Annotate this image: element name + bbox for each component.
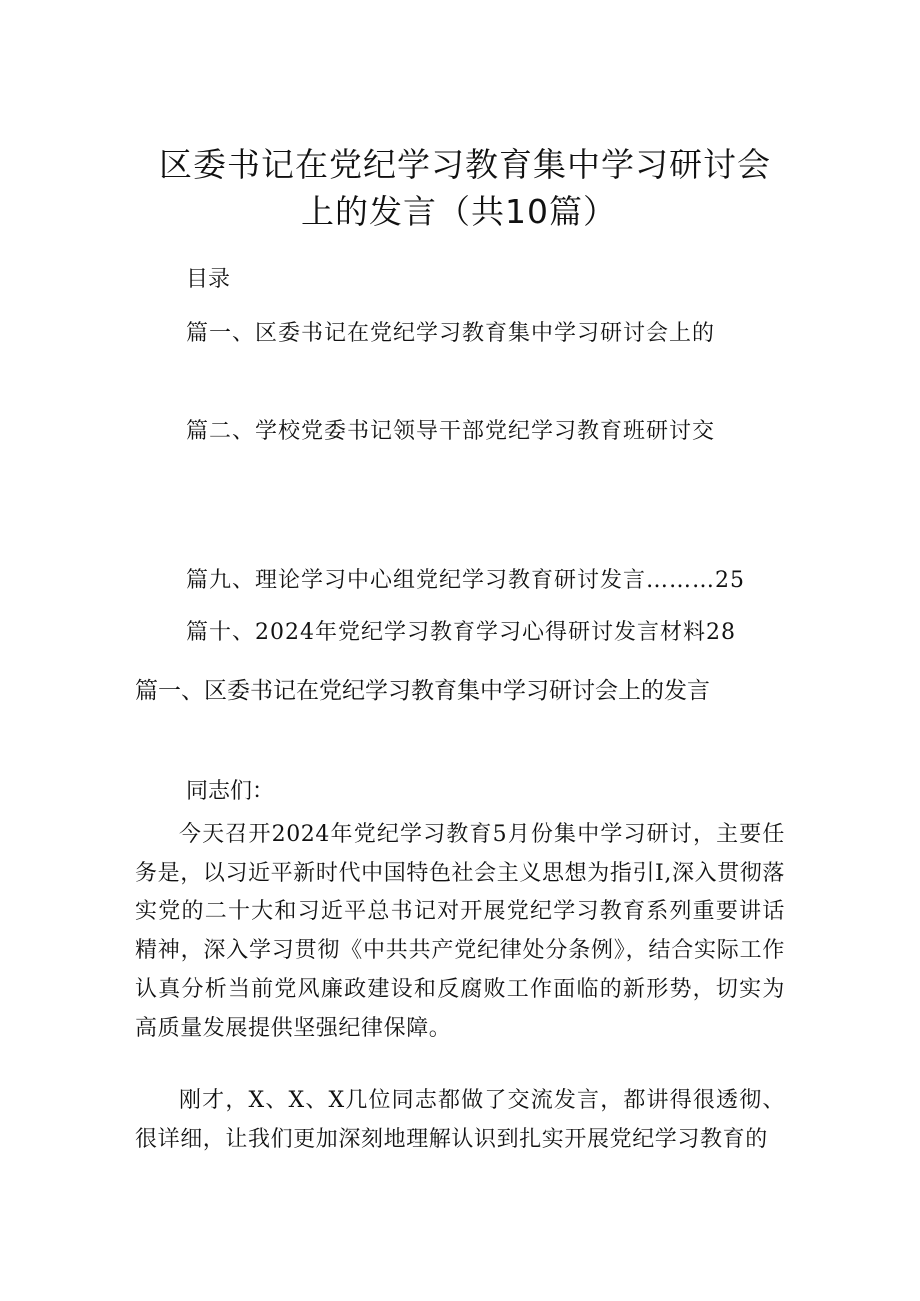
document-title-line-1: 区委书记在党纪学习教育集中学习研讨会 [159,145,771,184]
section-heading: 篇一、区委书记在党纪学习教育集中学习研讨会上的发言 [135,678,710,704]
body-paragraph: 刚才，X、X、X几位同志都做了交流发言，都讲得很透彻、很详细，让我们更加深刻地理解认识到扎实开展党纪学习教育的 [135,1088,785,1152]
toc-item[interactable]: 篇二、学校党委书记领导干部党纪学习教育班研讨交 [186,419,716,444]
body-paragraph: 今天召开2024年党纪学习教育5月份集中学习研讨，主要任务是，以习近平新时代中国特色社会主义思想为指引I,深入贯彻落实党的二十大和习近平总书记对开展党纪学习教育系列重要讲话精神，深入学习贯彻《中共共产党纪律处分条例》，结合实际工作认真分析当前党风廉政建设和反腐败工作面临的新形势，切实为高质量发展提供坚强纪律保障。 [135,822,785,1041]
toc-heading: 目录 [186,267,231,292]
salutation: 同志们： [186,779,275,804]
document-title-line-2: 上的发言（共10篇） [301,192,617,231]
toc-item[interactable]: 篇十、2024年党纪学习教育学习心得研讨发言材料28 [186,620,736,645]
toc-item[interactable]: 篇一、区委书记在党纪学习教育集中学习研讨会上的 [186,321,716,346]
toc-item[interactable]: 篇九、理论学习中心组党纪学习教育研讨发言………25 [186,568,745,593]
